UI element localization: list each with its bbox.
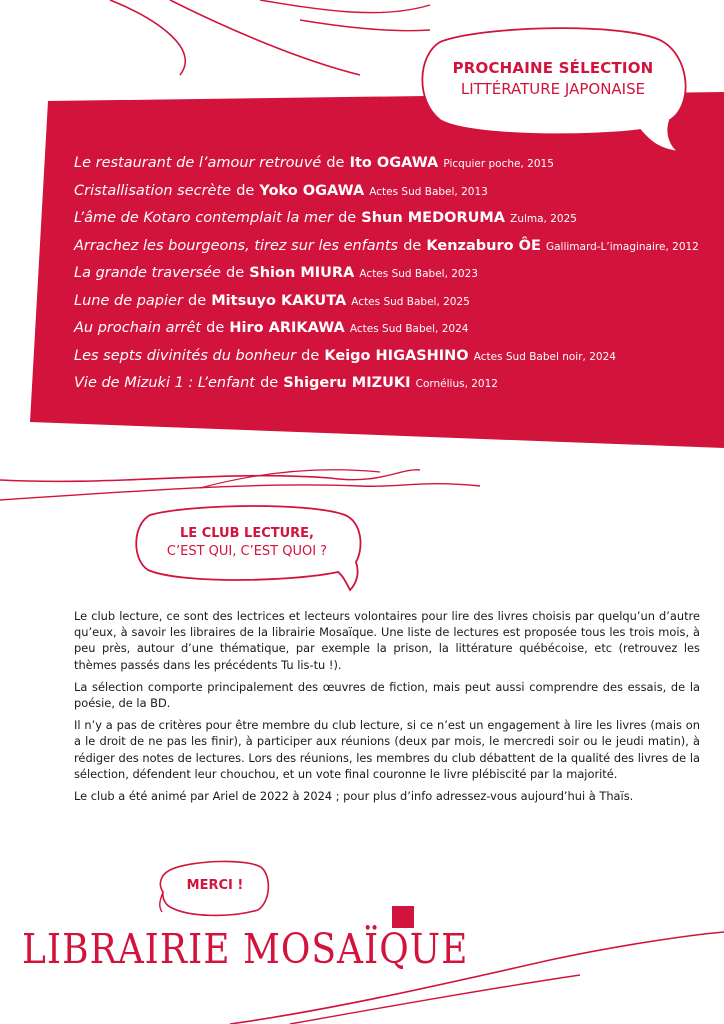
book-de: de	[301, 347, 320, 364]
book-item	[74, 262, 724, 290]
club-subheading: C’EST QUI, C’EST QUOI ?	[166, 544, 328, 559]
book-de: de	[188, 292, 207, 309]
book-item	[74, 235, 724, 263]
book-de: de	[260, 375, 279, 391]
book-publisher: Gallimard-L’imaginaire, 2012	[545, 240, 699, 253]
book-publisher: Picquier poche, 2015	[443, 158, 554, 170]
book-de: de	[226, 265, 245, 281]
book-author: Hiro ARIKAWA	[229, 320, 345, 336]
book-author: Ito OGAWA	[349, 155, 439, 171]
book-publisher: Actes Sud Babel, 2025	[351, 295, 470, 308]
book-de: de	[326, 155, 345, 171]
book-title: Au prochain arrêt	[74, 320, 202, 336]
book-title: La grande traversée	[74, 265, 221, 281]
book-title: Cristallisation secrète	[74, 182, 232, 199]
book-de: de	[338, 210, 357, 226]
book-item	[74, 290, 724, 318]
book-publisher: Zulma, 2025	[510, 213, 577, 225]
book-author: Mitsuyo KAKUTA	[211, 292, 347, 309]
book-publisher: Actes Sud Babel, 2024	[349, 323, 469, 335]
book-item	[74, 372, 724, 400]
book-de: de	[236, 182, 255, 199]
book-title: Lune de papier	[74, 292, 183, 309]
book-item	[74, 345, 724, 373]
merci-bubble-text: MERCI !	[186, 878, 244, 893]
book-publisher: Cornélius, 2012	[415, 378, 498, 390]
paragraph: Le club lecture, ce sont des lectrices et lecteurs volontaires pour lire des livres choisis par quelqu’un d’autre qu’eux, à savoir les libraires de la librairie Mosaïque. Une liste de lectures est proposée tous les trois mois, à peu près, autour d’une thématique, par exemple la prison, la littérature québécoise, etc (retrouvez les thèmes passés dans les précédents Tu lis-tu !).	[74, 609, 700, 672]
book-author: Kenzaburo ÔE	[426, 237, 541, 254]
book-title: Le restaurant de l’amour retrouvé	[74, 155, 322, 171]
book-author: Shion MIURA	[249, 265, 355, 281]
book-publisher: Actes Sud Babel noir, 2024	[473, 350, 616, 363]
librairie-logo: LIBRAIRIE MOSAÏQUE	[22, 926, 469, 974]
book-de: de	[206, 320, 225, 336]
paragraph: La sélection comporte principalement des œuvres de fiction, mais peut aussi comprendre des essais, de la poésie, de la BD.	[74, 679, 700, 711]
book-title: Arrachez les bourgeons, tirez sur les enfants	[74, 237, 399, 254]
book-author: Keigo HIGASHINO	[324, 347, 469, 364]
next-selection-theme: LITTÉRATURE JAPONAISE	[460, 80, 646, 98]
next-selection-heading: PROCHAINE SÉLECTION	[452, 59, 654, 77]
club-heading: LE CLUB LECTURE,	[180, 526, 314, 541]
book-title: Les septs divinités du bonheur	[74, 347, 297, 364]
book-author: Shun MEDORUMA	[361, 210, 506, 226]
next-selection-bubble	[432, 58, 674, 100]
book-title: Vie de Mizuki 1 : L’enfant	[74, 375, 255, 391]
book-author: Yoko OGAWA	[259, 182, 365, 199]
book-list	[74, 152, 724, 400]
book-author: Shigeru MIZUKI	[283, 375, 411, 391]
club-bubble	[142, 525, 352, 561]
book-item	[74, 180, 724, 208]
book-de: de	[403, 237, 422, 254]
book-item	[74, 317, 724, 345]
book-title: L’âme de Kotaro contemplait la mer	[74, 210, 333, 226]
book-item	[74, 152, 724, 180]
book-item	[74, 207, 724, 235]
paragraph: Le club a été animé par Ariel de 2022 à 2024 ; pour plus d’info adressez-vous aujourd’hui à Thaïs.	[74, 789, 634, 804]
book-publisher: Actes Sud Babel, 2013	[369, 185, 488, 198]
club-description	[74, 608, 700, 810]
paragraph: Il n’y a pas de critères pour être membre du club lecture, si ce n’est un engagement à lire les livres (mais on a le droit de ne pas les finir), à participer aux réunions (deux par mois, le mercredi soir ou le jeudi matin), à rédiger des notes de lectures. Lors des réunions, les membres du club débattent de la qualité des livres de la sélection, défendent leur chouchou, et un vote final couronne le livre plébiscité par la majorité.	[74, 718, 700, 781]
logo-square-icon	[392, 906, 414, 928]
book-publisher: Actes Sud Babel, 2023	[359, 268, 478, 280]
